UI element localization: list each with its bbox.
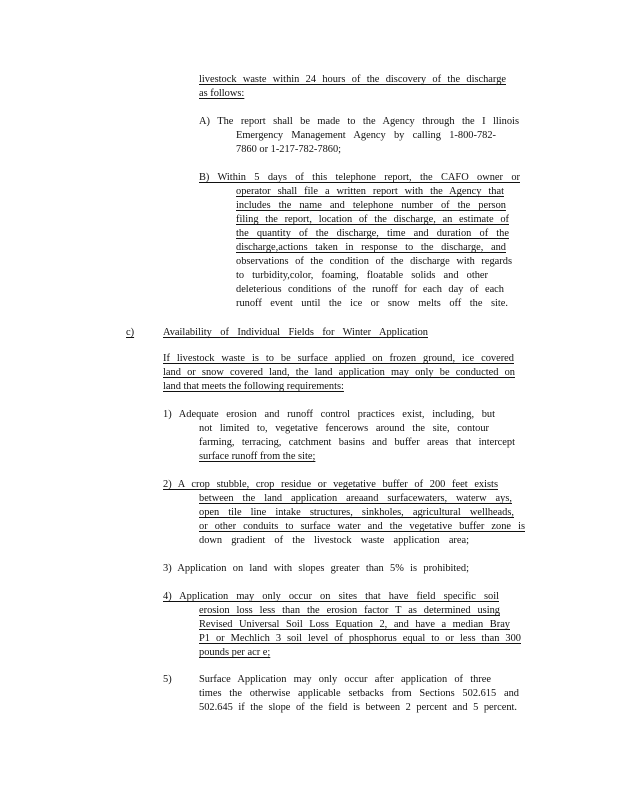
req-5-line-3: 502.645 if the slope of the field is between 2 percent and 5 percent. bbox=[199, 702, 517, 713]
item-b-line-1: B) Within 5 days of this telephone report, the CAFO owner or bbox=[199, 172, 520, 183]
item-b-line-3: includes the name and telephone number of the person bbox=[236, 200, 506, 211]
req-1-line-4: surface runoff from the site; bbox=[199, 451, 316, 462]
intro-line-1: livestock waste within 24 hours of the discovery of the discharge bbox=[199, 74, 506, 85]
req-2-line-4: or other conduits to surface water and the vegetative buffer zone is bbox=[199, 521, 525, 532]
req-5-line-2: times the otherwise applicable setbacks from Sections 502.615 and bbox=[199, 688, 519, 699]
section-c-intro-line-1: If livestock waste is to be surface applied on frozen ground, ice covered bbox=[163, 353, 514, 364]
section-c-intro-line-2: land or snow covered land, the land application may only be conducted on bbox=[163, 367, 515, 378]
req-3-line-1: 3) Application on land with slopes greater than 5% is prohibited; bbox=[163, 563, 469, 574]
item-b-line-4: filing the report, location of the discharge, an estimate of bbox=[236, 214, 509, 225]
item-b-line-9: deleterious conditions of the runoff for each day of each bbox=[236, 284, 504, 295]
req-4-line-3: Revised Universal Soil Loss Equation 2, and have a median Bray bbox=[199, 619, 510, 630]
req-2-line-2: between the land application areaand surfacewaters, waterw ays, bbox=[199, 493, 512, 504]
item-a-line-1: A) The report shall be made to the Agency through the I llinois bbox=[199, 116, 519, 127]
req-2-line-1: 2) A crop stubble, crop residue or vegetative buffer of 200 feet exists bbox=[163, 479, 498, 490]
req-1-line-1: 1) Adequate erosion and runoff control practices exist, including, but bbox=[163, 409, 495, 420]
item-b-line-10: runoff event until the ice or snow melts off the site. bbox=[236, 298, 508, 309]
req-2-line-3: open tile line intake structures, sinkholes, agricultural wellheads, bbox=[199, 507, 514, 518]
intro-line-2: as follows: bbox=[199, 88, 245, 99]
item-b-line-2: operator shall file a written report with the Agency that bbox=[236, 186, 504, 197]
item-b-line-5: the quantity of the discharge, time and duration of the bbox=[236, 228, 509, 239]
item-b-line-8: to turbidity,color, foaming, floatable solids and other bbox=[236, 270, 488, 281]
item-a-line-2: Emergency Management Agency by calling 1-800-782- bbox=[236, 130, 496, 141]
req-1-line-2: not limited to, vegetative fencerows around the site, contour bbox=[199, 423, 489, 434]
req-4-line-5: pounds per acr e; bbox=[199, 647, 271, 658]
item-b-line-6: discharge,actions taken in response to the discharge, and bbox=[236, 242, 506, 253]
section-c-heading: Availability of Individual Fields for Winter Application bbox=[163, 327, 428, 338]
req-4-line-1: 4) Application may only occur on sites that have field specific soil bbox=[163, 591, 499, 602]
section-c-intro-line-3: land that meets the following requirements: bbox=[163, 381, 344, 392]
req-1-line-3: farming, terracing, catchment basins and buffer areas that intercept bbox=[199, 437, 515, 448]
req-5-label: 5) bbox=[163, 674, 172, 685]
req-4-line-2: erosion loss less than the erosion factor T as determined using bbox=[199, 605, 500, 616]
req-5-line-1: Surface Application may only occur after application of three bbox=[199, 674, 491, 685]
section-c-label: c) bbox=[126, 327, 135, 338]
req-4-line-4: P1 or Mechlich 3 soil level of phosphorus equal to or less than 300 bbox=[199, 633, 521, 644]
item-a-line-3: 7860 or 1-217-782-7860; bbox=[236, 144, 342, 155]
item-b-line-7: observations of the condition of the discharge with regards bbox=[236, 256, 512, 267]
req-2-line-5: down gradient of the livestock waste application area; bbox=[199, 535, 469, 546]
